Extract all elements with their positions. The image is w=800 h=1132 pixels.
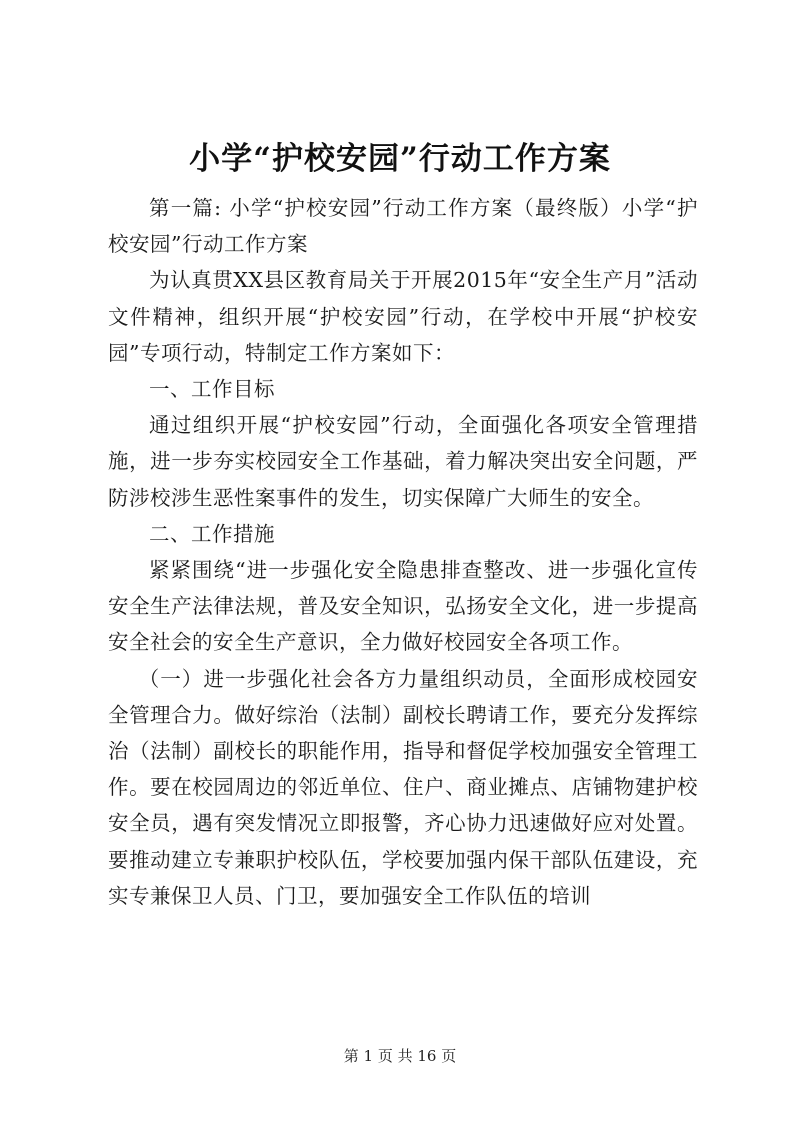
section-heading-goals: 一、工作目标	[149, 377, 275, 402]
paragraph-intro: 第一篇: 小学“护校安园”行动工作方案（最终版）小学“护校安园”行动工作方案	[108, 196, 698, 257]
page-title: 小学“护校安园”行动工作方案	[189, 141, 611, 177]
document-body	[108, 190, 698, 914]
paragraph-purpose: 为认真贯XX县区教育局关于开展2015年“安全生产月”活动文件精神，组织开展“护校安园”行动，在学校中开展“护校安园”专项行动，特制定工作方案如下：	[108, 268, 698, 365]
section-heading-measures: 二、工作措施	[149, 521, 275, 546]
paragraph-measure-1: （一）进一步强化社会各方力量组织动员，全面形成校园安全管理合力。做好综治（法制）副校长聘请工作，要充分发挥综治（法制）副校长的职能作用，指导和督促学校加强安全管理工作。要在校园周边的邻近单位、住户、商业摊点、店铺物建护校安全员，遇有突发情况立即报警，齐心协力迅速做好应对处置。要推动建立专兼职护校队伍，学校要加强内保干部队伍建设，充实专兼保卫人员、门卫，要加强安全工作队伍的培训	[108, 666, 698, 908]
paragraph-goals: 通过组织开展“护校安园”行动，全面强化各项安全管理措施，进一步夯实校园安全工作基础，着力解决突出安全问题，严防涉校涉生恶性案事件的发生，切实保障广大师生的安全。	[108, 413, 698, 510]
paragraph-measures: 紧紧围绕“进一步强化安全隐患排查整改、进一步强化宣传安全生产法律法规，普及安全知识，弘扬安全文化，进一步提高安全社会的安全生产意识，全力做好校园安全各项工作。	[108, 558, 698, 655]
page-footer: 第 1 页 共 16 页	[343, 1047, 457, 1065]
